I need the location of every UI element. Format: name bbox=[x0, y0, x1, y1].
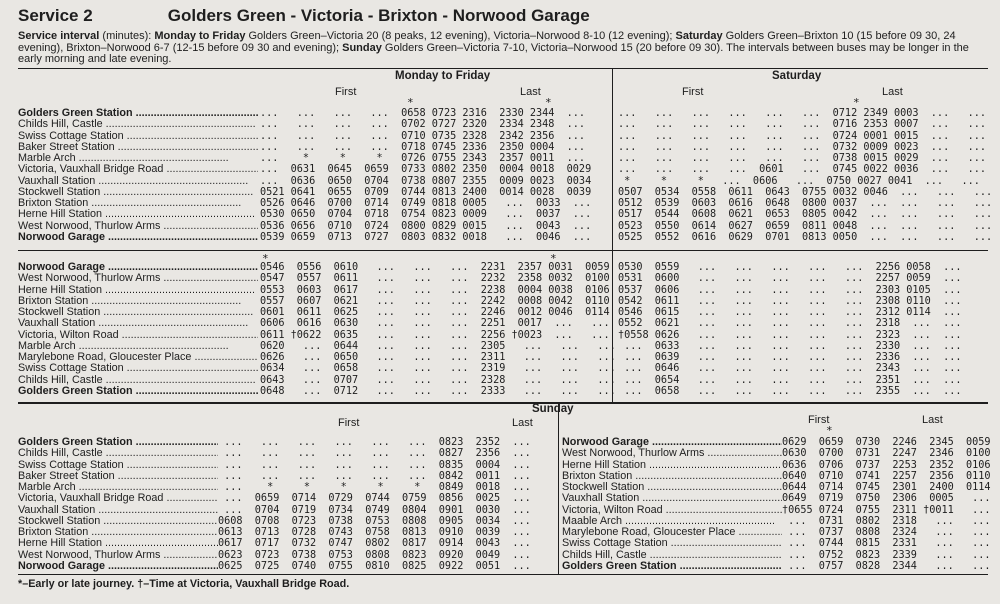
stop-name: Vauxhall Station ..... bbox=[18, 176, 258, 187]
timetable-row: ... 0737 0808 2324 ... ... bbox=[782, 527, 991, 538]
stop-name: West Norwood, Thurlow Arms ..... bbox=[18, 550, 218, 561]
timetable-row: 0643 ... 0707 ... ... ... 2328 ... ... ... bbox=[260, 374, 616, 386]
timetable-row: 0525 0552 0616 0629 0701 0813 0050 ... ... ... ... bbox=[618, 231, 993, 243]
stop-name: Golders Green Station ..... bbox=[18, 386, 258, 397]
sunday-outbound-times bbox=[218, 437, 531, 572]
timetable-row: ... ... ... ... ... ... 0716 2353 0007 ... ... bbox=[618, 119, 987, 131]
timetable-row: ... * * * * * 0849 0018 ... bbox=[218, 482, 531, 493]
timetable-row: 0648 ... 0712 ... ... ... 2333 ... ... ... bbox=[260, 385, 616, 397]
timetable-row: 0640 0710 0741 2257 2356 0110 bbox=[782, 470, 991, 482]
timetable-row: 0512 0539 0603 0616 0648 0800 0037 ... ... ... ... bbox=[618, 198, 993, 209]
stop-name: Marble Arch ..... bbox=[18, 153, 258, 164]
stop-name: Golders Green Station ..... bbox=[18, 108, 258, 119]
timetable-row: 0601 0611 0625 ... ... ... 2246 0012 0046 0114 bbox=[260, 307, 610, 318]
sat-first-label: First bbox=[682, 86, 704, 98]
timetable-row: ... 0654 ... ... ... ... ... 2351 ... ... bbox=[618, 374, 962, 386]
timetable-row: 0521 0641 0655 0709 0744 0813 2400 0014 0028 0039 bbox=[260, 186, 592, 198]
star-mark: * bbox=[853, 96, 860, 109]
sunday-inbound-times bbox=[782, 437, 991, 572]
timetable-row: ... * * * 0726 0755 2343 2357 0011 ... bbox=[260, 153, 586, 164]
timetable-row: 0553 0603 0617 ... ... ... 2238 0004 0038 0106 bbox=[260, 284, 610, 296]
stop-name: West Norwood, Thurlow Arms ..... bbox=[562, 448, 782, 459]
star-mark: * bbox=[262, 252, 269, 265]
timetable-row: 0630 0700 0731 2247 2346 0100 bbox=[782, 448, 991, 460]
timetable-row: * * * ... 0606 ... 0750 0027 0041 ... ... bbox=[618, 175, 980, 187]
sat-inbound-times bbox=[618, 262, 961, 397]
sat-title: Saturday bbox=[772, 70, 822, 82]
stop-name: Brixton Station ..... bbox=[562, 471, 782, 482]
timetable-row: 0626 ... 0650 ... ... ... 2311 ... ... ... bbox=[260, 352, 616, 363]
stop-name: Vauxhall Station ..... bbox=[562, 493, 782, 504]
mf-first-label: First bbox=[335, 86, 357, 98]
timetable-row: ... 0633 ... ... ... ... ... 2330 ... ... bbox=[618, 340, 962, 352]
timetable-row: ... 0731 0802 2318 ... ... bbox=[782, 515, 991, 527]
stop-name: Victoria, Vauxhall Bridge Road ..... bbox=[18, 164, 258, 175]
stop-name: Childs Hill, Castle ..... bbox=[18, 119, 258, 130]
timetable-row: 0625 0725 0740 0755 0810 0825 0922 0051 ... bbox=[218, 560, 531, 572]
stop-name: Stockwell Station ..... bbox=[562, 482, 782, 493]
timetable-row: 0644 0714 0745 2301 2400 0114 bbox=[782, 482, 991, 493]
sun-first-out-label: First bbox=[338, 417, 360, 429]
timetable-row: ... ... ... ... ... ... 0724 0001 0015 ... ... bbox=[618, 130, 987, 142]
outbound-stop-list bbox=[18, 108, 258, 243]
timetable-row: 0649 0719 0750 2306 0005 ... bbox=[782, 493, 991, 505]
sat-last-label: Last bbox=[882, 86, 903, 98]
stop-name: Herne Hill Station ..... bbox=[562, 460, 782, 471]
stop-name: Brixton Station ..... bbox=[18, 527, 218, 538]
stop-name: Swiss Cottage Station ..... bbox=[18, 131, 258, 142]
stop-name: Victoria, Vauxhall Bridge Road ..... bbox=[18, 493, 218, 504]
stop-name: Vauxhall Station ..... bbox=[18, 505, 218, 516]
timetable-row: ... ... ... ... ... ... 0732 0009 0023 ... ... bbox=[618, 141, 987, 153]
stop-name: Victoria, Wilton Road ..... bbox=[18, 330, 258, 341]
timetable-row: 0517 0544 0608 0621 0653 0805 0042 ... ... ... ... bbox=[618, 209, 993, 221]
sunday-outbound-stop-list bbox=[18, 437, 218, 572]
stop-name: West Norwood, Thurlow Arms ..... bbox=[18, 273, 258, 284]
service-number: Service 2 bbox=[18, 6, 93, 25]
mf-title: Monday to Friday bbox=[395, 70, 491, 82]
timetable-row: 0539 0659 0713 0727 0803 0832 0018 ... 0046 ... bbox=[260, 231, 592, 243]
stop-name: Herne Hill Station ..... bbox=[18, 209, 258, 220]
timetable-row: ... ... ... ... 0658 0723 2316 2330 2344 ... bbox=[260, 108, 586, 119]
stop-name: Swiss Cottage Station ..... bbox=[18, 460, 218, 471]
timetable-row: ... 0639 ... ... ... ... ... 2336 ... ... bbox=[618, 352, 962, 363]
sunday-inbound-stop-list bbox=[562, 437, 782, 572]
stop-name: Stockwell Station ..... bbox=[18, 187, 258, 198]
inbound-stop-list bbox=[18, 262, 258, 397]
star-mark: * bbox=[407, 96, 414, 109]
timetable-row: 0557 0607 0621 ... ... ... 2242 0008 0042 0110 bbox=[260, 295, 610, 307]
timetable-row: 0542 0611 ... ... ... ... ... 2308 0110 ... bbox=[618, 295, 962, 307]
timetable-row: ... ... ... ... ... ... 0712 2349 0003 ... ... bbox=[618, 108, 987, 119]
stop-name: Brixton Station ..... bbox=[18, 296, 258, 307]
rule-sun-divider bbox=[558, 404, 559, 574]
sun-last-in-label: Last bbox=[922, 414, 943, 426]
timetable-row: 0537 0606 ... ... ... ... ... 2303 0105 ... bbox=[618, 284, 962, 296]
stop-name: Swiss Cottage Station ..... bbox=[562, 538, 782, 549]
stop-name: Norwood Garage ..... bbox=[562, 437, 782, 448]
timetable-row: ... ... ... ... ... ... 0738 0015 0029 ... ... bbox=[618, 153, 987, 164]
timetable-row: ... 0704 0719 0734 0749 0804 0901 0030 ... bbox=[218, 504, 531, 516]
star-mark: * bbox=[550, 252, 557, 265]
stop-name: Brixton Station ..... bbox=[18, 198, 258, 209]
timetable-row: †0558 0626 ... ... ... ... ... 2323 ... ... bbox=[618, 329, 962, 341]
route-title: Golders Green - Victoria - Brixton - Norwood Garage bbox=[167, 6, 590, 25]
timetable-row: 0531 0600 ... ... ... ... ... 2257 0059 ... bbox=[618, 273, 962, 285]
timetable-row: ... 0659 0714 0729 0744 0759 0856 0025 ... bbox=[218, 493, 531, 505]
timetable-row: ... 0744 0815 2331 ... ... bbox=[782, 538, 991, 550]
timetable-row: ... ... ... ... ... ... 0827 2356 ... bbox=[218, 448, 531, 460]
timetable-row: 0523 0550 0614 0627 0659 0811 0048 ... ... ... ... bbox=[618, 220, 993, 232]
stop-name: West Norwood, Thurlow Arms ..... bbox=[18, 221, 258, 232]
timetable-row: 0634 ... 0658 ... ... ... 2319 ... ... ... bbox=[260, 363, 616, 375]
stop-name: Childs Hill, Castle ..... bbox=[562, 550, 782, 561]
timetable-row: 0629 0659 0730 2246 2345 0059 bbox=[782, 437, 991, 448]
timetable-row: 0546 0556 0610 ... ... ... 2231 2357 0031 0059 bbox=[260, 262, 610, 273]
stop-name: Vauxhall Station ..... bbox=[18, 318, 258, 329]
timetable-row: 0546 0615 ... ... ... ... ... 2312 0114 ... bbox=[618, 307, 962, 318]
footnote: *–Early or late journey. †–Time at Victoria, Vauxhall Bridge Road. bbox=[18, 578, 350, 590]
timetable-row: ... 0631 0645 0659 0733 0802 2350 0004 0018 0029 bbox=[260, 164, 592, 176]
timetable-row: 0526 0646 0700 0714 0749 0818 0005 ... 0033 ... bbox=[260, 198, 592, 209]
stop-name: Marble Arch ..... bbox=[18, 341, 258, 352]
stop-name: Baker Street Station ..... bbox=[18, 142, 258, 153]
timetable-row: 0613 0713 0728 0743 0758 0813 0910 0039 ... bbox=[218, 527, 531, 538]
timetable-row: 0623 0723 0738 0753 0808 0823 0920 0049 ... bbox=[218, 549, 531, 561]
rule-bottom bbox=[18, 574, 988, 575]
stop-name: Baker Street Station ..... bbox=[18, 471, 218, 482]
timetable-row: 0530 0650 0704 0718 0754 0823 0009 ... 0037 ... bbox=[260, 209, 592, 221]
timetable-row: ... 0757 0828 2344 ... ... bbox=[782, 560, 991, 572]
mf-last-label: Last bbox=[520, 86, 541, 98]
rule-mid bbox=[18, 250, 988, 251]
sun-first-in-label: First bbox=[808, 414, 830, 426]
timetable-row: 0620 ... 0644 ... ... ... 2305 ... ... ... bbox=[260, 340, 616, 352]
page-header bbox=[18, 6, 590, 26]
timetable-row: 0636 0706 0737 2253 2352 0106 bbox=[782, 459, 991, 471]
stop-name: Stockwell Station ..... bbox=[18, 307, 258, 318]
stop-name: Norwood Garage ..... bbox=[18, 262, 258, 273]
stop-name: Childs Hill, Castle ..... bbox=[18, 375, 258, 386]
timetable-row: 0530 0559 ... ... ... ... ... 2256 0058 ... bbox=[618, 262, 962, 273]
timetable-row: 0611 †0622 0635 ... ... ... 2256 †0023 ... ... bbox=[260, 329, 610, 341]
stop-name: Childs Hill, Castle ..... bbox=[18, 448, 218, 459]
timetable-row: 0617 0717 0732 0747 0802 0817 0914 0043 ... bbox=[218, 538, 531, 550]
timetable-row: ... ... ... ... 0710 0735 2328 2342 2356 ... bbox=[260, 130, 586, 142]
timetable-row: ... 0658 ... ... ... ... ... 2355 ... ... bbox=[618, 385, 962, 397]
stop-name: Swiss Cottage Station ..... bbox=[18, 363, 258, 374]
stop-name: Victoria, Wilton Road ..... bbox=[562, 505, 782, 516]
stop-name: Marylebone Road, Gloucester Place ..... bbox=[562, 527, 782, 538]
timetable-row: 0552 0621 ... ... ... ... ... 2318 ... ... bbox=[618, 318, 962, 330]
timetable-row: ... ... ... ... 0601 ... 0745 0022 0036 ... ... bbox=[618, 164, 987, 176]
sun-title: Sunday bbox=[532, 403, 574, 415]
star-mark: * bbox=[545, 96, 552, 109]
timetable-row: 0507 0534 0558 0611 0643 0755 0032 0046 ... ... ... bbox=[618, 186, 993, 198]
timetable-row: ... ... ... ... ... ... 0842 0011 ... bbox=[218, 470, 531, 482]
stop-name: Marble Arch ..... bbox=[18, 482, 218, 493]
timetable-row: 0547 0557 0611 ... ... ... 2232 2358 0032 0100 bbox=[260, 273, 610, 285]
stop-name: Maable Arch ..... bbox=[562, 516, 782, 527]
stop-name: Herne Hill Station ..... bbox=[18, 285, 258, 296]
stop-name: Golders Green Station ..... bbox=[562, 561, 782, 572]
timetable-row: ... ... ... ... ... ... 0823 2352 ... bbox=[218, 437, 531, 448]
star-mark: * bbox=[826, 424, 833, 437]
timetable-row: †0655 0724 0755 2311 †0011 ... bbox=[782, 504, 991, 516]
stop-name: Marylebone Road, Gloucester Place ..... bbox=[18, 352, 258, 363]
timetable-row: 0608 0708 0723 0738 0753 0808 0905 0034 ... bbox=[218, 515, 531, 527]
stop-name: Norwood Garage ..... bbox=[18, 561, 218, 572]
timetable-row: 0606 0616 0630 ... ... ... 2251 0017 ... ... bbox=[260, 318, 610, 330]
rule-top bbox=[18, 68, 988, 69]
sun-last-out-label: Last bbox=[512, 417, 533, 429]
stop-name: Golders Green Station ..... bbox=[18, 437, 218, 448]
timetable-row: ... 0636 0650 0704 0738 0807 2355 0009 0023 0034 bbox=[260, 175, 592, 187]
timetable-row: ... 0752 0823 2339 ... ... bbox=[782, 549, 991, 561]
sat-outbound-times bbox=[618, 108, 992, 243]
stop-name: Stockwell Station ..... bbox=[18, 516, 218, 527]
mf-inbound-times bbox=[260, 262, 616, 397]
stop-name: Herne Hill Station ..... bbox=[18, 538, 218, 549]
timetable-row: ... ... ... ... ... ... 0835 0004 ... bbox=[218, 459, 531, 471]
mf-outbound-times bbox=[260, 108, 591, 243]
rule-sunday bbox=[18, 402, 988, 404]
timetable-row: ... ... ... ... 0702 0727 2320 2334 2348 ... bbox=[260, 119, 586, 131]
timetable-row: ... ... ... ... 0718 0745 2336 2350 0004 ... bbox=[260, 141, 586, 153]
timetable-row: ... 0646 ... ... ... ... ... 2343 ... ... bbox=[618, 363, 962, 375]
service-interval-text: Service interval (minutes): Monday to Friday Golders Green–Victoria 20 (8 peaks, 12 evening), Victoria–Norwood 8-10 (12 evening); Saturday Golders Green–Brixton 10 (15 before 09 30, 24 evening), Brixton–Norwood 6-7 (12-15 before 09 30 and evening); Sunday Golders Green–Victoria 7-10, Victoria–Norwood 15 (20 before 09 30). The intervals between buses may be longer in the early morning and late evening. bbox=[18, 30, 969, 65]
stop-name: Norwood Garage ..... bbox=[18, 232, 258, 243]
timetable-row: 0536 0656 0710 0724 0800 0829 0015 ... 0043 ... bbox=[260, 220, 592, 232]
